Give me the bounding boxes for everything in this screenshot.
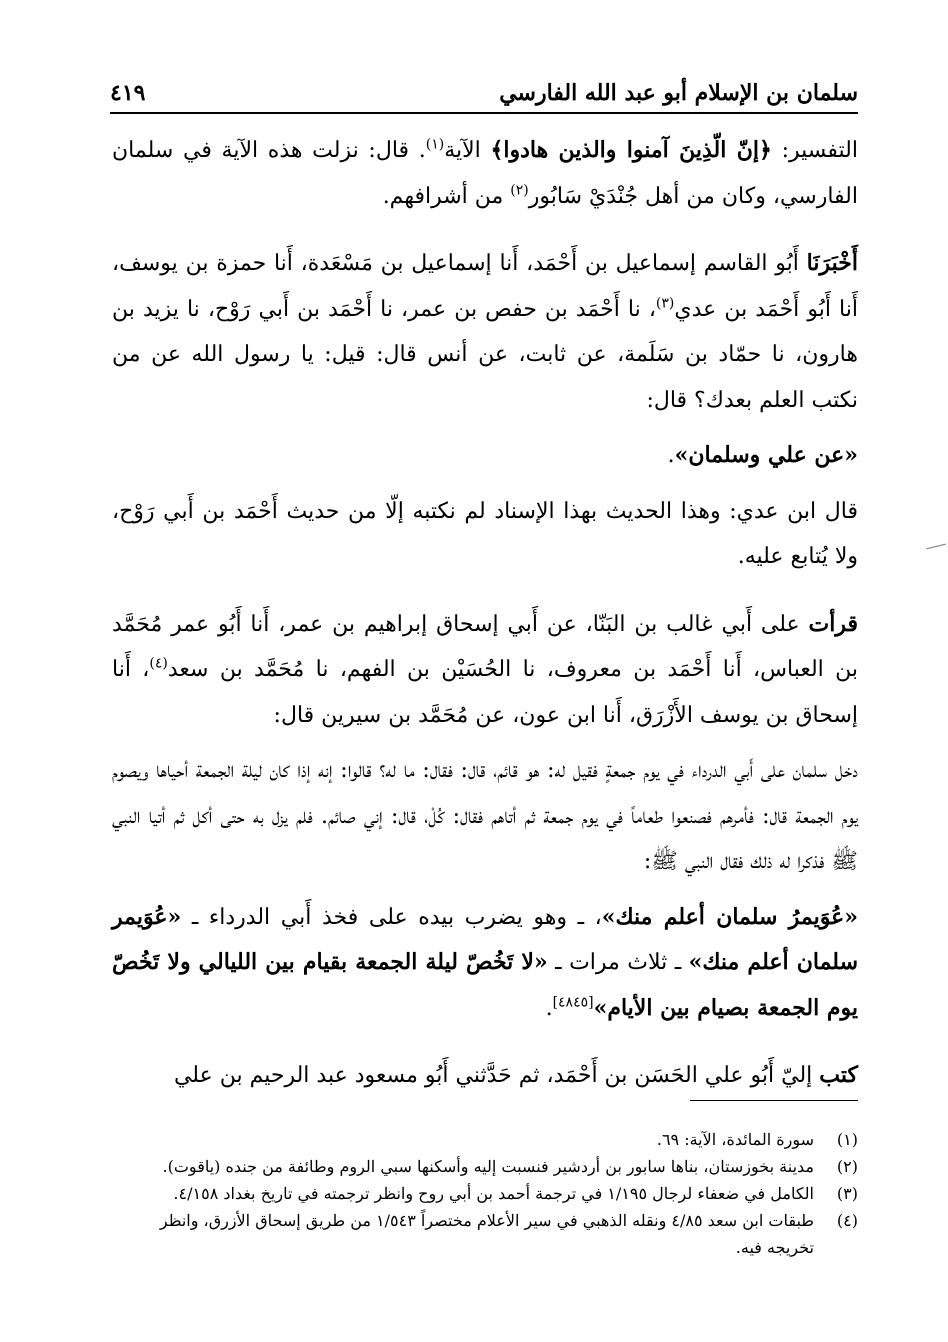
text-run: أَبُو القاسم إسماعيل بن أَحْمَد، أَنا إسماعيل بن مَسْعَدة، أَنا حمزة بن يوسف، أَنا أَبُو أَحْمَد بن عدي — [112, 251, 858, 322]
text-run: . قال: نزلت هذه الآية في سلمان الفارسي، وكان من أهل جُنْدَيْ سَابُور — [112, 138, 858, 209]
hadith-number: [٤٨٤٥] — [552, 994, 594, 1011]
footnote-rule — [690, 1100, 858, 1101]
footnote-number: (٢) — [836, 1157, 858, 1176]
paragraph-ibn-adi — [112, 489, 858, 580]
quran-verse: ﴿إنّ الّذِينَ آمنوا والذين هادوا﴾ — [490, 137, 772, 163]
hadith-text: «عُوَيمر سلمان أعلم منك» — [112, 903, 858, 975]
footnote — [112, 1207, 858, 1261]
footnote-text: سورة المائدة، الآية: ٦٩. — [656, 1130, 814, 1149]
paragraph-isnad-1 — [112, 241, 858, 423]
text-run: قال ابن عدي: وهذا الحديث بهذا الإسناد لم نكتبه إلّا من حديث أَحْمَد بن أَبي رَوْح، ولا يُتابع عليه. — [112, 498, 858, 569]
paragraph-isnad-2 — [112, 602, 858, 739]
page-number: ٤١٩ — [110, 80, 146, 106]
footnotes — [112, 1126, 858, 1261]
paragraph-hadith-1 — [112, 433, 858, 479]
hadith-text: «عُوَيمرُ سلمان أعلم منك» — [601, 903, 859, 930]
text-run: ، ـ وهو يضرب بيده على فخذ أَبي الدرداء ـ — [181, 904, 602, 930]
text-run: ، أَنا إسحاق بن يوسف الأَزْرَق، أَنا ابن عون، عن مُحَمَّد بن سيرين قال: — [112, 657, 858, 728]
main-text — [112, 128, 858, 1099]
text-run: دخل سلمان على أَبي الدرداء في يوم جمعةٍ فقيل له: هو قائم، قال: فقال: ما له؟ قالوا: إنه إذا كان ليلة الجمعة أحياها ويصوم يوم الجمعة قال: فأمرهم فصنعوا طعاماً في يوم جمعة ثم أتاهم فقال: كُلْ، قال: إني صائم. فلم يزل به حتى أكل ثم أتيا النبي ﷺ فذكرا له ذلك فقال النبي ﷺ: — [112, 758, 858, 874]
footnote-ref-2: (٢) — [510, 182, 529, 199]
text-run: الآية — [444, 138, 491, 163]
footnote — [112, 1180, 858, 1207]
kataba-keyword: كتب — [819, 1062, 858, 1088]
footnote-ref-1: (١) — [425, 136, 445, 153]
footnote-text: الكامل في ضعفاء لرجال ١/١٩٥ في ترجمة أحمد بن أبي روح وانظر ترجمته في تاريخ بغداد ٤/١٥٨. — [173, 1184, 814, 1203]
hadith-text: «عن علي وسلمان» — [674, 442, 858, 468]
text-run: ، نا أَحْمَد بن حفص بن عمر، نا أَحْمَد بن أَبي رَوْح، نا يزيد بن هارون، نا حمّاد بن سَلَمة، عن ثابت، عن أنس قال: قيل: يا رسول الله عن من نكتب العلم بعدك؟ قال: — [112, 296, 858, 413]
running-title: سلمان بن الإسلام أبو عبد الله الفارسي — [499, 80, 858, 106]
footnote-text: مدينة بخوزستان، بناها سابور بن أردشير فنسبت إليه وأسكنها سبي الروم وطائفة من جنده (ياقوت). — [162, 1157, 814, 1176]
text-run: . — [667, 443, 675, 468]
footnote-ref-3: (٣) — [655, 295, 675, 312]
paragraph-narrative — [112, 748, 858, 885]
text-run: إليّ أَبُو علي الحَسَن بن أَحْمَد، ثم حَدَّثني أَبُو مسعود عبد الرحيم بن علي — [173, 1063, 820, 1088]
text-run: من أشرافهم. — [382, 183, 511, 209]
header-rule — [110, 112, 858, 114]
footnote-number: (١) — [836, 1130, 858, 1149]
text-run: ـ ثلاث مرات ـ — [547, 950, 689, 975]
footnote — [112, 1126, 858, 1153]
page-header — [110, 66, 858, 106]
footnote-ref-4: (٤) — [149, 655, 168, 672]
paragraph-hadith-2 — [112, 895, 858, 1032]
text-run: على أَبي غالب بن البَنّا، عن أَبي إسحاق إبراهيم بن عمر، أَنا أَبُو عمر مُحَمَّد بن العباس، أَنا أَحْمَد بن معروف، نا الحُسَيْن بن الفهم، نا مُحَمَّد بن سعد — [112, 611, 858, 682]
footnote-number: (٣) — [836, 1184, 858, 1203]
paragraph-tafsir — [112, 128, 858, 219]
text-run: . — [545, 995, 553, 1021]
footnote-number: (٤) — [836, 1211, 858, 1230]
paragraph-isnad-3 — [112, 1053, 858, 1099]
tafsir-label: التفسير: — [771, 138, 858, 163]
footnote-text: طبقات ابن سعد ٤/٨٥ ونقله الذهبي في سير الأعلام مختصراً ١/٥٤٣ من طريق إسحاق الأزرق، وانظر تخريجه فيه. — [159, 1211, 814, 1257]
margin-scan-mark — [926, 544, 946, 550]
qaraat-keyword: قرأت — [808, 610, 858, 637]
footnote — [112, 1153, 858, 1180]
akhbarana-keyword: أَخْبَرَنَا — [806, 250, 858, 276]
hadith-text: «لا تَخُصّ ليلة الجمعة بقيام بين الليالي ولا تَخُصّ يوم الجمعة بصيام بين الأيام» — [112, 949, 858, 1021]
